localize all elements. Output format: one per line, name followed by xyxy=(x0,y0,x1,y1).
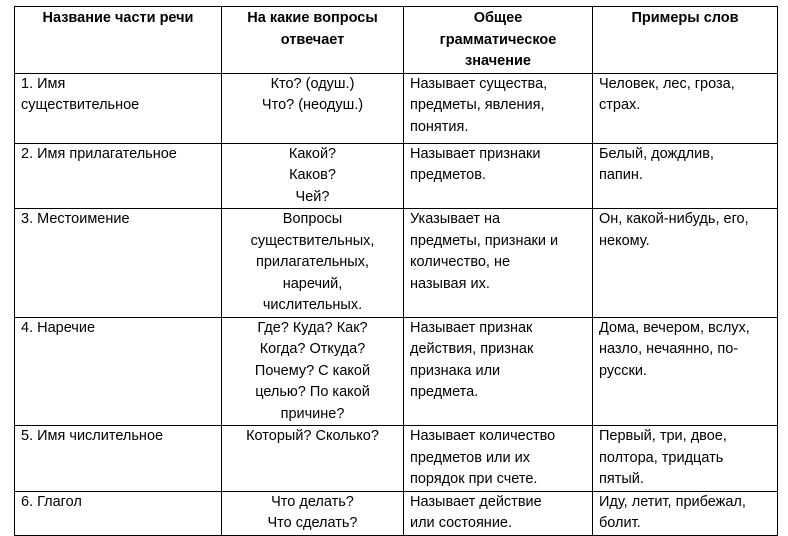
cell-questions: Кто? (одуш.) Что? (неодуш.) xyxy=(222,73,404,143)
cell-questions: Вопросы существительных, прилагательных, наречий, числительных. xyxy=(222,209,404,318)
table-row xyxy=(15,73,778,143)
table-row xyxy=(15,209,778,318)
cell-part-name: 5. Имя числительное xyxy=(15,426,222,492)
cell-examples: Человек, лес, гроза, страх. xyxy=(593,73,778,143)
header-questions: На какие вопросы отвечает xyxy=(222,7,404,74)
cell-questions: Где? Куда? Как? Когда? Откуда? Почему? С какой целью? По какой причине? xyxy=(222,317,404,426)
header-row xyxy=(15,7,778,74)
header-part-name: Название части речи xyxy=(15,7,222,74)
cell-part-name: 4. Наречие xyxy=(15,317,222,426)
cell-part-name: 2. Имя прилагательное xyxy=(15,143,222,209)
table-row xyxy=(15,143,778,209)
cell-meaning: Называет действие или состояние. xyxy=(404,491,593,535)
cell-meaning: Называет признак действия, признак признака или предмета. xyxy=(404,317,593,426)
cell-meaning: Называет количество предметов или их порядок при счете. xyxy=(404,426,593,492)
cell-part-name: 3. Местоимение xyxy=(15,209,222,318)
cell-questions: Который? Сколько? xyxy=(222,426,404,492)
table-row xyxy=(15,491,778,535)
parts-of-speech-table xyxy=(14,6,778,536)
cell-examples: Иду, летит, прибежал, болит. xyxy=(593,491,778,535)
cell-examples: Он, какой-нибудь, его, некому. xyxy=(593,209,778,318)
cell-part-name: 6. Глагол xyxy=(15,491,222,535)
cell-questions: Что делать? Что сделать? xyxy=(222,491,404,535)
cell-questions: Какой? Каков? Чей? xyxy=(222,143,404,209)
header-meaning: Общее грамматическое значение xyxy=(404,7,593,74)
cell-meaning: Называет существа, предметы, явления, понятия. xyxy=(404,73,593,143)
cell-part-name: 1. Имя существительное xyxy=(15,73,222,143)
table-row xyxy=(15,426,778,492)
cell-examples: Белый, дождлив, папин. xyxy=(593,143,778,209)
cell-meaning: Указывает на предметы, признаки и количество, не называя их. xyxy=(404,209,593,318)
table-row xyxy=(15,317,778,426)
header-examples: Примеры слов xyxy=(593,7,778,74)
cell-examples: Первый, три, двое, полтора, тридцать пятый. xyxy=(593,426,778,492)
cell-examples: Дома, вечером, вслух, назло, нечаянно, по- русски. xyxy=(593,317,778,426)
cell-meaning: Называет признаки предметов. xyxy=(404,143,593,209)
